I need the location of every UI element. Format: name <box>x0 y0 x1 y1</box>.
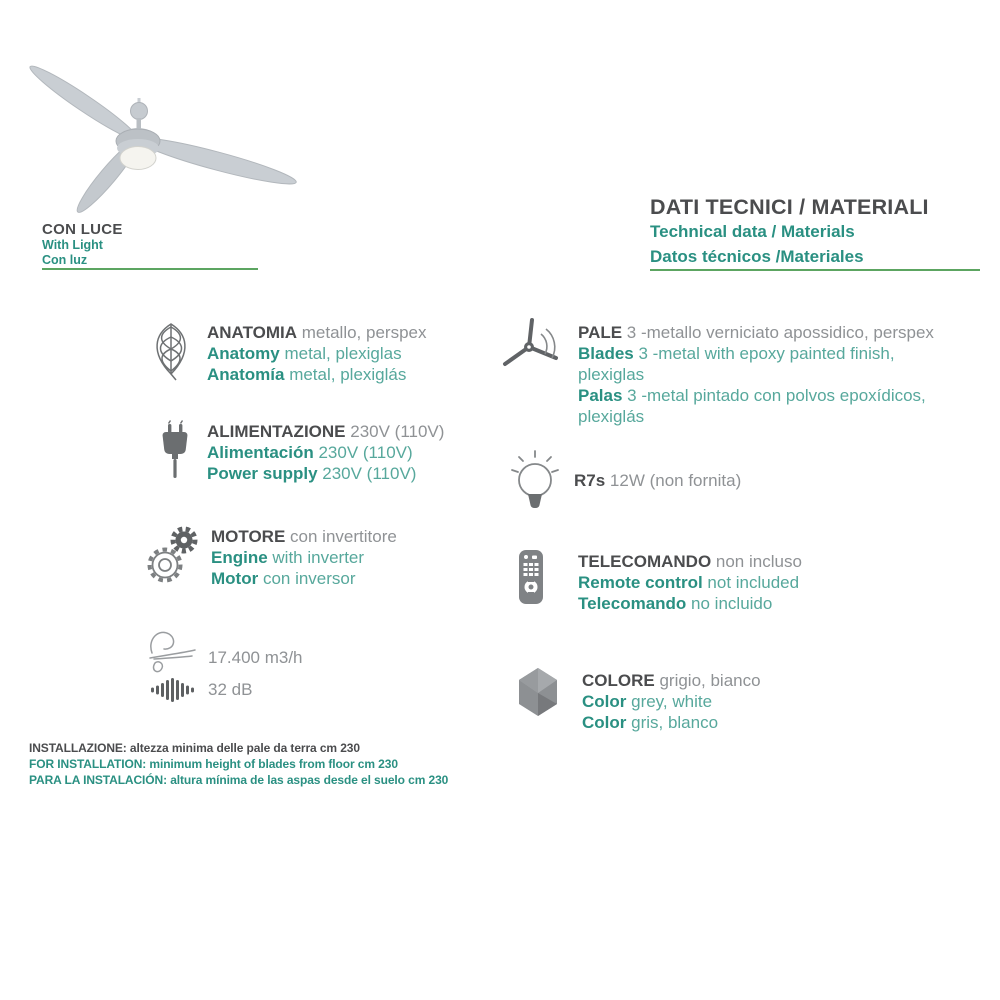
spec-color <box>516 666 761 733</box>
remote-control-icon <box>516 548 546 606</box>
lamp-line: R7s 12W (non fornita) <box>574 471 742 490</box>
leaf-anatomy-icon <box>148 320 194 382</box>
sound-bars-icon <box>150 676 196 704</box>
bulb-icon <box>510 448 560 512</box>
spec-line: PALE 3 -metallo verniciato apossidico, perspex <box>578 323 934 342</box>
tech-header-en: Technical data / Materials <box>650 222 855 241</box>
fan-blades-icon <box>502 316 566 382</box>
spec-line: Anatomía metal, plexiglás <box>207 365 407 384</box>
airflow-value: 17.400 m3/h <box>208 648 303 667</box>
plug-icon <box>156 419 194 481</box>
spec-airflow <box>146 626 303 674</box>
installation-note-en: FOR INSTALLATION: minimum height of blades from floor cm 230 <box>29 757 398 771</box>
product-caption-title: CON LUCE <box>42 221 123 238</box>
spec-power <box>156 419 444 484</box>
fan-product-image <box>28 42 333 222</box>
tech-header-title: DATI TECNICI / MATERIALI <box>650 195 929 219</box>
spec-line: Power supply 230V (110V) <box>207 464 417 483</box>
spec-line: Engine with inverter <box>211 548 365 567</box>
installation-note-es: PARA LA INSTALACIÓN: altura mínima de las aspas desde el suelo cm 230 <box>29 773 449 787</box>
spec-line: Alimentación 230V (110V) <box>207 443 413 462</box>
installation-notes <box>29 740 448 788</box>
spec-line: TELECOMANDO non incluso <box>578 552 802 571</box>
spec-line: ANATOMIA metallo, perspex <box>207 323 427 342</box>
spec-line: Palas 3 -metal pintado con polvos epoxídicos, plexiglás <box>578 386 926 426</box>
spec-line: Telecomando no incluido <box>578 594 773 613</box>
ceiling-fan-illustration <box>28 42 333 222</box>
gears-icon <box>144 524 202 586</box>
spec-remote <box>516 548 802 614</box>
spec-line: Color gris, blanco <box>582 713 719 732</box>
spec-line: Remote control not included <box>578 573 800 592</box>
product-caption-es: Con luz <box>42 252 88 267</box>
spec-line: COLORE grigio, bianco <box>582 671 761 690</box>
spec-line: ALIMENTAZIONE 230V (110V) <box>207 422 445 441</box>
spec-line: Anatomy metal, plexiglas <box>207 344 402 363</box>
product-caption-en: With Light <box>42 238 103 252</box>
spec-blades <box>502 316 946 427</box>
caption-underline <box>42 268 258 270</box>
tech-header-es: Datos técnicos /Materiales <box>650 247 864 266</box>
spec-lamp <box>510 448 741 512</box>
spec-line: Color grey, white <box>582 692 713 711</box>
tech-data-header <box>650 195 929 269</box>
noise-value: 32 dB <box>208 680 253 699</box>
spec-line: Blades 3 -metal with epoxy painted finish, plexiglas <box>578 344 895 384</box>
installation-note-it: INSTALLAZIONE: altezza minima delle pale da terra cm 230 <box>29 741 360 755</box>
gem-color-icon <box>516 666 560 718</box>
spec-line: MOTORE con invertitore <box>211 527 397 546</box>
spec-line: Motor con inversor <box>211 569 356 588</box>
spec-noise <box>150 676 252 704</box>
product-caption <box>42 222 123 267</box>
header-underline <box>650 269 980 271</box>
wind-icon <box>146 626 196 674</box>
spec-motor <box>144 524 397 589</box>
spec-anatomy <box>148 320 426 385</box>
